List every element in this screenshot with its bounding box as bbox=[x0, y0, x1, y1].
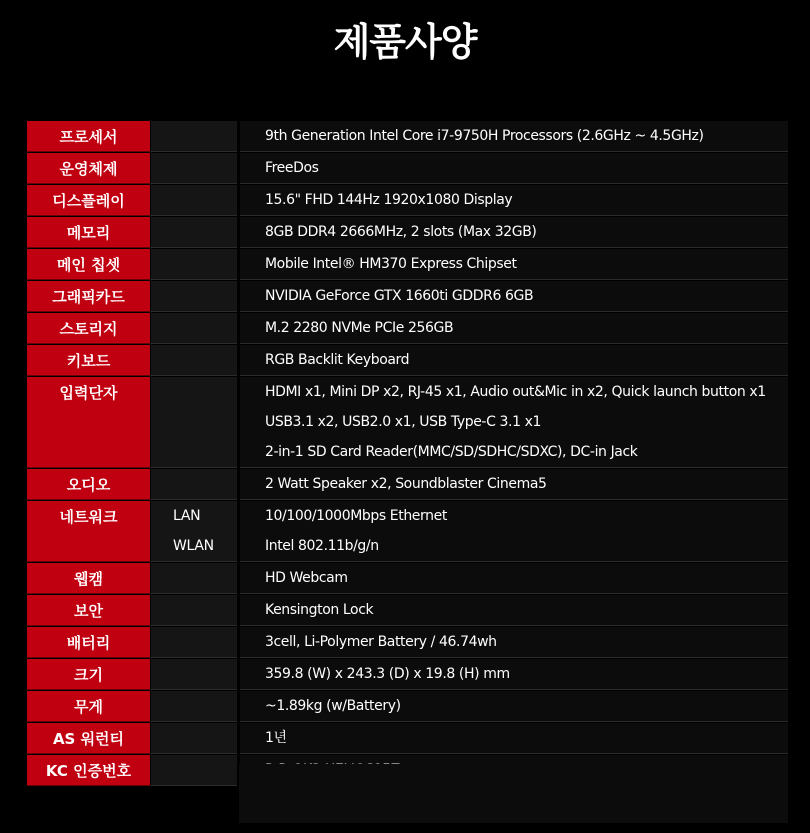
spec-sub-column bbox=[150, 345, 237, 376]
spec-value: 3cell, Li-Polymer Battery / 46.74wh bbox=[265, 634, 497, 650]
spec-value-column bbox=[240, 595, 788, 626]
spec-sub-column bbox=[150, 153, 237, 184]
spec-label: 웹캠 bbox=[27, 563, 150, 594]
spec-value: 10/100/1000Mbps Ethernet bbox=[265, 508, 447, 524]
spec-label: AS 워런티 bbox=[27, 723, 150, 754]
spec-value-column bbox=[240, 249, 788, 280]
spec-value: RGB Backlit Keyboard bbox=[265, 352, 410, 368]
spec-value: 2-in-1 SD Card Reader(MMC/SD/SDHC/SDXC), DC-in Jack bbox=[265, 444, 638, 460]
spec-value: 1년 bbox=[265, 730, 287, 746]
spec-value-column bbox=[240, 501, 788, 562]
spec-row bbox=[27, 345, 788, 377]
spec-value: USB3.1 x2, USB2.0 x1, USB Type-C 3.1 x1 bbox=[265, 414, 542, 430]
spec-value: Intel 802.11b/g/n bbox=[265, 538, 379, 554]
spec-label: 메모리 bbox=[27, 217, 150, 248]
spec-label: 그래픽카드 bbox=[27, 281, 150, 312]
spec-label: 보안 bbox=[27, 595, 150, 626]
spec-value-column bbox=[240, 563, 788, 594]
spec-value: 8GB DDR4 2666MHz, 2 slots (Max 32GB) bbox=[265, 224, 537, 240]
spec-row bbox=[27, 217, 788, 249]
spec-value-column bbox=[240, 691, 788, 722]
spec-value: HDMI x1, Mini DP x2, RJ-45 x1, Audio out&Mic in x2, Quick launch button x1 bbox=[265, 384, 766, 400]
spec-sub-column bbox=[150, 469, 237, 500]
spec-value-column bbox=[240, 281, 788, 312]
spec-label: 네트워크 bbox=[27, 501, 150, 562]
spec-label: 크기 bbox=[27, 659, 150, 690]
spec-value-column bbox=[240, 627, 788, 658]
spec-value: FreeDos bbox=[265, 160, 319, 176]
spec-row bbox=[27, 691, 788, 723]
spec-sub-column bbox=[150, 121, 237, 152]
spec-row bbox=[27, 121, 788, 153]
spec-row bbox=[27, 595, 788, 627]
spec-value: 9th Generation Intel Core i7-9750H Processors (2.6GHz ~ 4.5GHz) bbox=[265, 128, 704, 144]
spec-sub-column bbox=[150, 249, 237, 280]
spec-value-column bbox=[240, 217, 788, 248]
spec-label: 키보드 bbox=[27, 345, 150, 376]
spec-value: NVIDIA GeForce GTX 1660ti GDDR6 6GB bbox=[265, 288, 534, 304]
spec-sub-label: WLAN bbox=[173, 538, 214, 554]
spec-value-column bbox=[240, 469, 788, 500]
spec-table bbox=[27, 121, 788, 787]
page-title: 제품사양 bbox=[333, 20, 477, 64]
spec-value: M.2 2280 NVMe PCIe 256GB bbox=[265, 320, 454, 336]
spec-value: Kensington Lock bbox=[265, 602, 374, 618]
spec-label: 무게 bbox=[27, 691, 150, 722]
spec-value-column bbox=[240, 377, 788, 468]
spec-label: 스토리지 bbox=[27, 313, 150, 344]
spec-row bbox=[27, 153, 788, 185]
spec-row bbox=[27, 185, 788, 217]
spec-sub-column bbox=[150, 627, 237, 658]
spec-row bbox=[27, 249, 788, 281]
spec-row bbox=[27, 377, 788, 469]
spec-value-column bbox=[240, 723, 788, 754]
spec-row bbox=[27, 563, 788, 595]
spec-sub-column bbox=[150, 755, 237, 786]
spec-value: HD Webcam bbox=[265, 570, 348, 586]
spec-value: 2 Watt Speaker x2, Soundblaster Cinema5 bbox=[265, 476, 547, 492]
spec-sub-column bbox=[150, 185, 237, 216]
spec-sub-column bbox=[150, 691, 237, 722]
spec-sub-column bbox=[150, 377, 237, 468]
spec-row bbox=[27, 723, 788, 755]
spec-value-column bbox=[240, 659, 788, 690]
spec-sub-column bbox=[150, 563, 237, 594]
spec-value-column bbox=[240, 121, 788, 152]
spec-label: 배터리 bbox=[27, 627, 150, 658]
spec-value: 359.8 (W) x 243.3 (D) x 19.8 (H) mm bbox=[265, 666, 510, 682]
spec-value: 15.6" FHD 144Hz 1920x1080 Display bbox=[265, 192, 513, 208]
spec-row bbox=[27, 659, 788, 691]
spec-sub-column bbox=[150, 281, 237, 312]
spec-sub-column bbox=[150, 723, 237, 754]
spec-value-column bbox=[240, 185, 788, 216]
spec-label: 디스플레이 bbox=[27, 185, 150, 216]
spec-label: 입력단자 bbox=[27, 377, 150, 468]
spec-value-column bbox=[240, 313, 788, 344]
spec-value: Mobile Intel® HM370 Express Chipset bbox=[265, 256, 517, 272]
spec-label: 오디오 bbox=[27, 469, 150, 500]
spec-row bbox=[27, 281, 788, 313]
spec-sub-column bbox=[150, 595, 237, 626]
spec-sub-column bbox=[150, 217, 237, 248]
spec-sub-column bbox=[150, 313, 237, 344]
spec-sub-column bbox=[150, 659, 237, 690]
spec-row bbox=[27, 627, 788, 659]
spec-value: ~1.89kg (w/Battery) bbox=[265, 698, 401, 714]
spec-row bbox=[27, 469, 788, 501]
spec-value-column bbox=[240, 153, 788, 184]
spec-label: 메인 칩셋 bbox=[27, 249, 150, 280]
spec-sub-column bbox=[150, 501, 237, 562]
spec-label: 프로세서 bbox=[27, 121, 150, 152]
spec-label: 운영체제 bbox=[27, 153, 150, 184]
spec-sub-label: LAN bbox=[173, 508, 201, 524]
spec-row bbox=[27, 313, 788, 345]
spec-value-column bbox=[240, 345, 788, 376]
table-bottom-pad bbox=[239, 764, 788, 823]
spec-row bbox=[27, 501, 788, 563]
spec-label: KC 인증번호 bbox=[27, 755, 150, 786]
